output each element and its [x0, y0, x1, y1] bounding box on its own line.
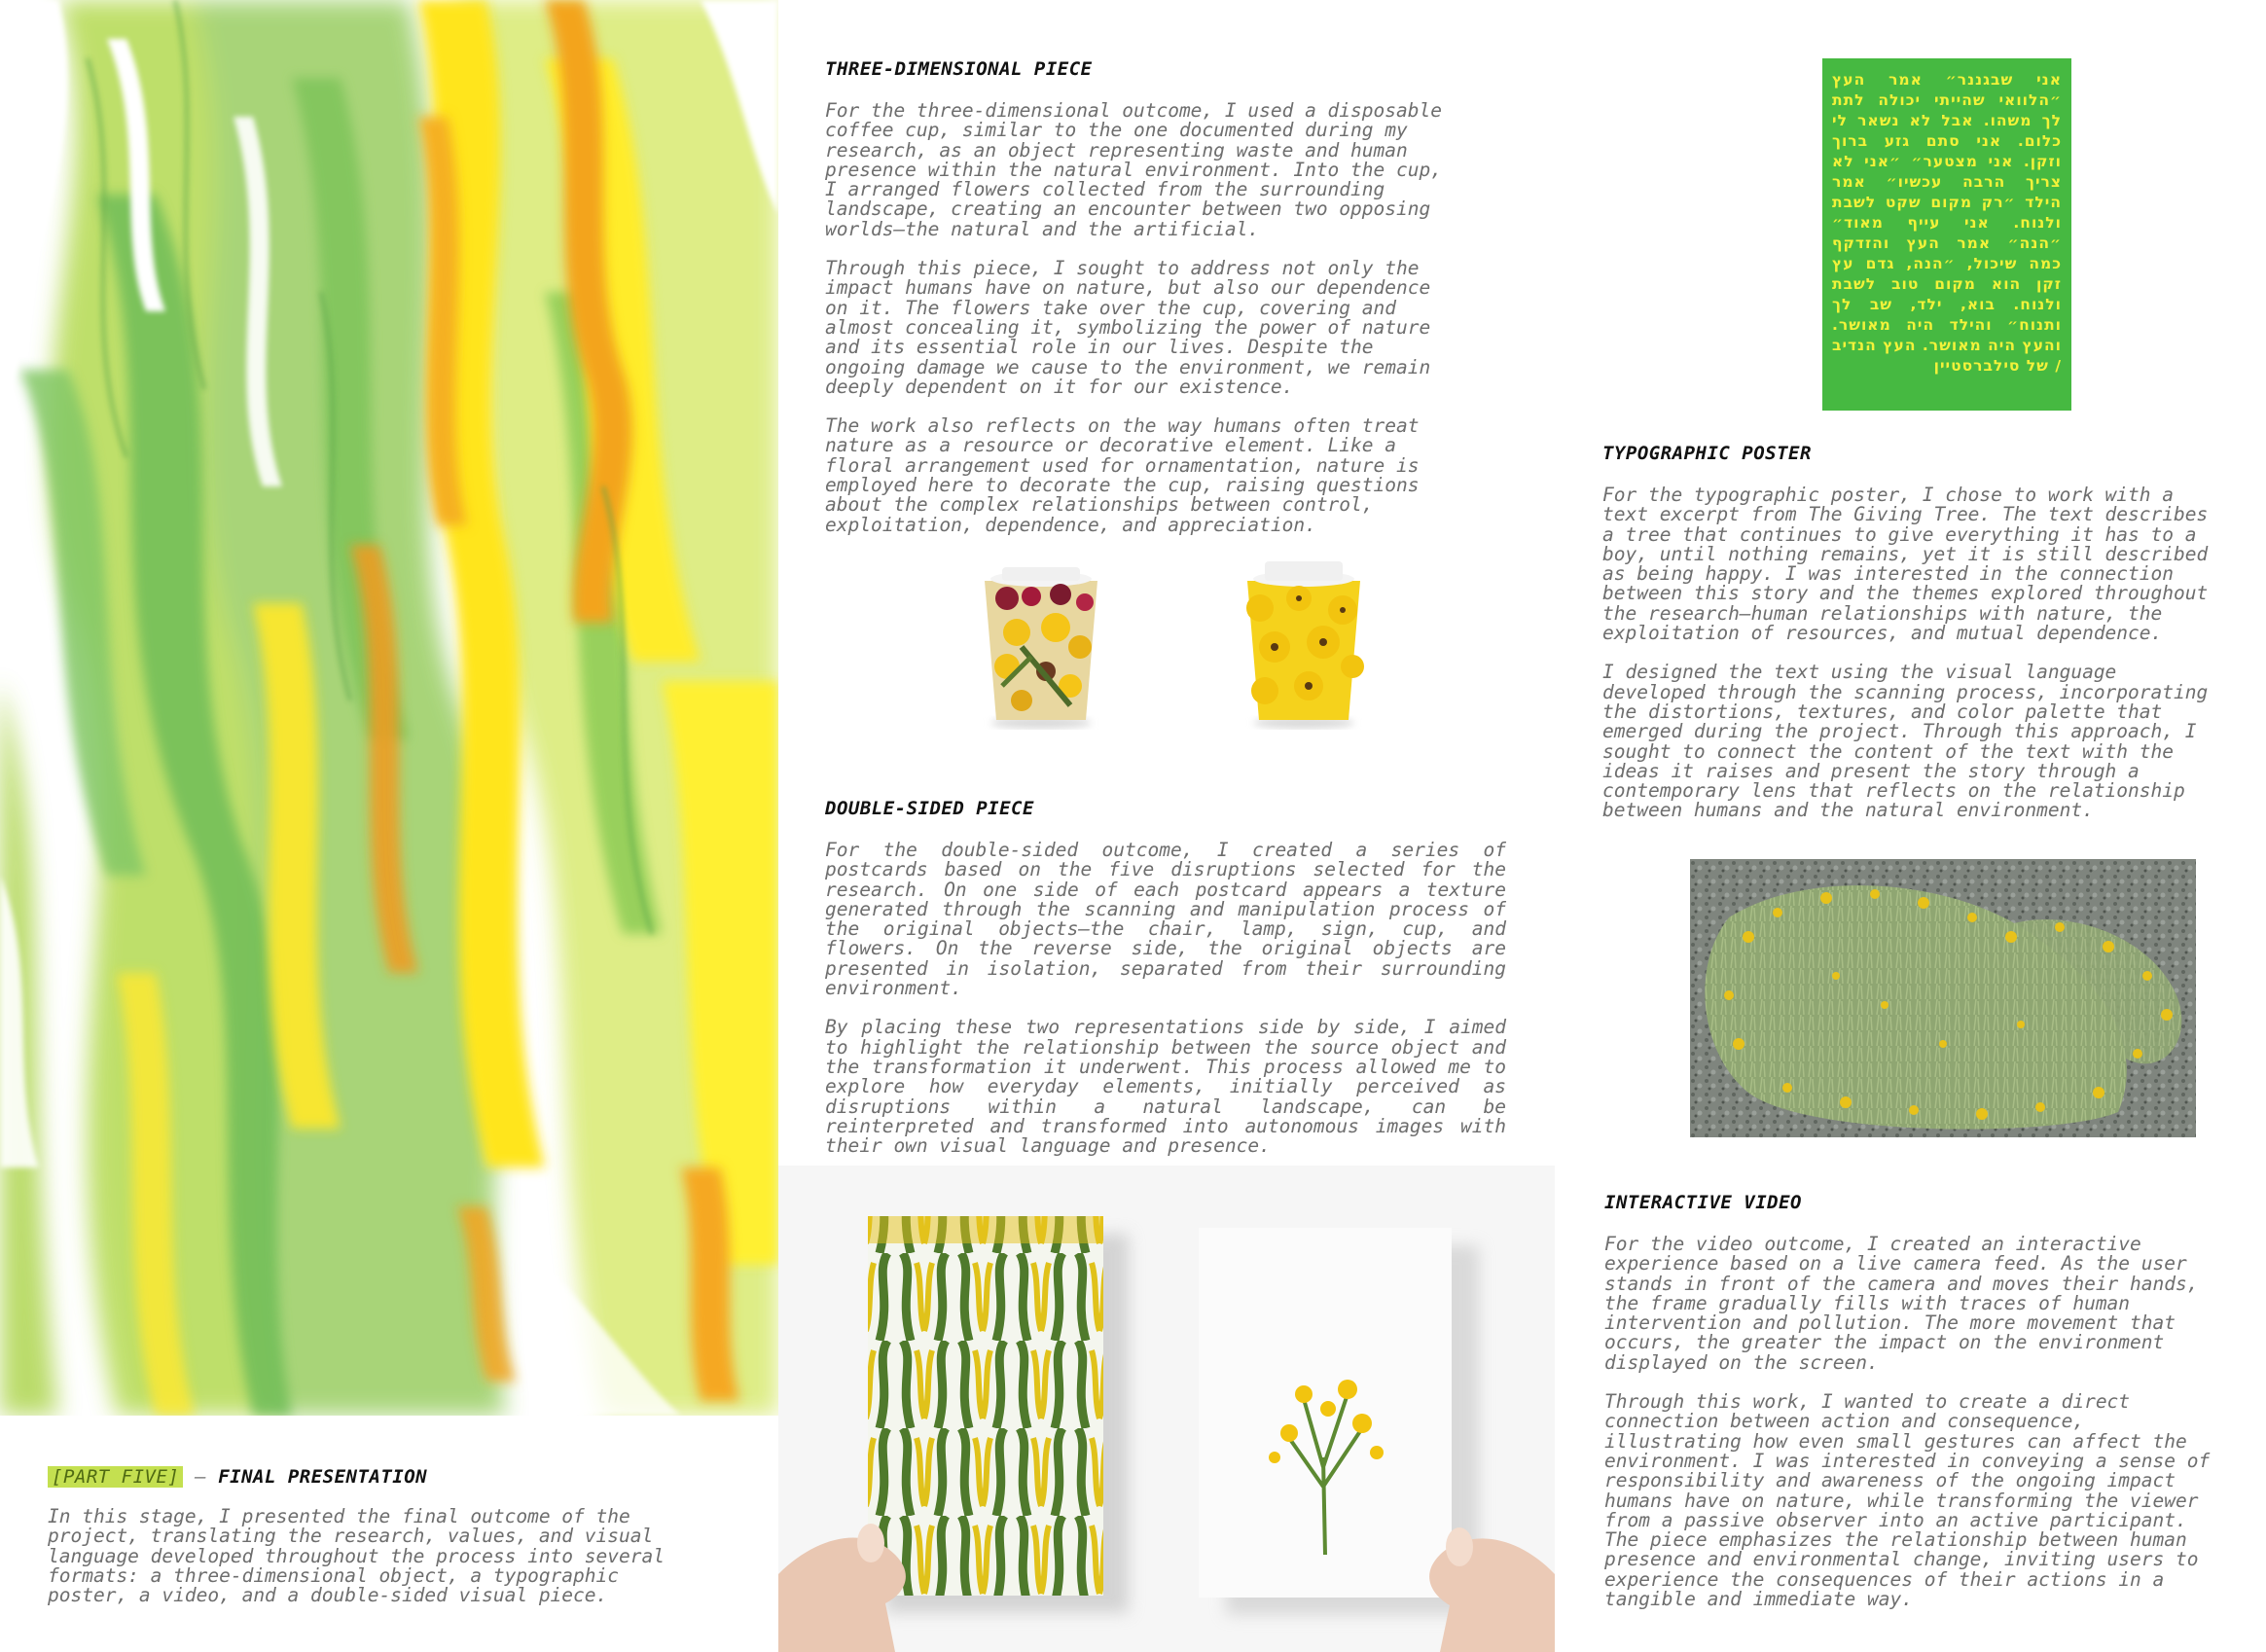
three-dimensional-paragraph-1: For the three-dimensional outcome, I used a disposable coffee cup, similar to the one documented during my research, as an object representing waste and human presence within the natural environment. Into the cup, I arranged flowers collected from the surrounding landscape, creating an encounter between two opposing worlds—the natural and the artificial.: [825, 99, 1442, 240]
poster-hebrew-text: אני שבגננר״ אמר העץ ״הלוואי שהייתי יכולה לתת לך משהו. אבל לא נשאר לי כלום. אני סתם גזע ברוך וזקן. אני מצטער״ ״אני לא צריך הרבה עכשיו״ אמר הילד ״רק מקום שקט לשבת ולנוח. אני עייף מאוד״ ״הנה״ אמר העץ והזדקף כמה שיכול, ״הנה, גדם עץ זקן הוא מקום טוב לשבת ולנוח. בוא, ילד, שב לך ותנוח״ והילד היה מאושר. והעץ היה מאושר. העץ הנדיב / של סילברסטיין: [1832, 71, 2062, 375]
three-dimensional-section: [825, 58, 1506, 555]
part-five-body: In this stage, I presented the final outcome of the project, translating the research, values, and visual language developed throughout the process into several formats: a three-dimensional object, a typographic poster, a video, and a double-sided visual piece.: [48, 1505, 665, 1607]
double-sided-section: [825, 798, 1506, 1175]
part-title: FINAL PRESENTATION: [218, 1466, 428, 1488]
flower-cups-image: [963, 559, 1391, 730]
part-tag: [PART FIVE]: [48, 1466, 183, 1488]
typographic-paragraph-2: I designed the text using the visual language developed through the scanning process, incorporating the distortions, textures, and color palette that emerged during the project. Through this approach, I sought to connect the content of the text with the ideas it raises and present the story through a contemporary lens that reflects on the relationship between humans and the natural environment.: [1602, 661, 2209, 822]
abstract-flower-scan-image: [0, 0, 778, 1416]
typographic-poster-image: [1822, 58, 2071, 411]
interactive-video-paragraph-1: For the video outcome, I created an interactive experience based on a live camera feed. As the user stands in front of the camera and moves their hands, the frame gradually fills with traces of human intervention and pollution. The more movement that occurs, the greater the impact on the environment displayed on the screen.: [1604, 1233, 2199, 1374]
typographic-heading: TYPOGRAPHIC POSTER: [1602, 443, 1812, 464]
double-sided-paragraph-1: For the double-sided outcome, I created a series of postcards based on the five disruptions selected for the research. On one side of each postcard appears a texture generated through the scanning and manipulation process of the original objects—the chair, lamp, sign, cup, and flowers. On the reverse side, the original objects are presented in isolation, separated from their surrounding environment.: [825, 839, 1506, 1000]
three-dimensional-paragraph-3: The work also reflects on the way humans often treat nature as a resource or decorative element. Like a floral arrangement used for ornamentation, nature is employed here to decorate the cup, raising questions about the complex relationships between control, exploitation, dependence, and appreciation.: [825, 414, 1420, 536]
part-separator: –: [195, 1466, 207, 1488]
part-five-header: [48, 1466, 768, 1488]
interactive-video-paragraph-2: Through this work, I wanted to create a direct connection between action and consequence, illustrating how even small gestures can affect the environment. I was interested in conveying a sense of responsibility and awareness of the ongoing impact humans have on nature, while transforming the viewer from a passive observer into an active participant. The piece emphasizes the relationship between human presence and environmental change, inviting users to experience the consequences of their actions in a tangible and immediate way.: [1604, 1390, 2211, 1611]
flower-field-photo: [1690, 859, 2196, 1137]
double-sided-heading: DOUBLE-SIDED PIECE: [825, 798, 1034, 819]
double-sided-paragraph-2: By placing these two representations side by side, I aimed to highlight the relationship between the source object and the transformation it underwent. This process allowed me to explore how everyday elements, initially perceived as disruptions within a natural landscape, can be reinterpreted and transformed into autonomous images with their own visual language and presence.: [825, 1016, 1506, 1158]
interactive-video-section: [1604, 1192, 2266, 1629]
three-dimensional-paragraph-2: Through this piece, I sought to address not only the impact humans have on nature, but also our dependence on it. The flowers take over the cup, covering and almost concealing it, symbolizing the power of nature and its essential role in our lives. Despite the ongoing damage we cause to the environment, we remain deeply dependent on it for our existence.: [825, 257, 1431, 398]
typographic-section: [1602, 443, 2264, 841]
interactive-video-heading: INTERACTIVE VIDEO: [1604, 1192, 1802, 1213]
three-dimensional-heading: THREE-DIMENSIONAL PIECE: [825, 58, 1093, 80]
part-five-section: [48, 1466, 768, 1605]
typographic-paragraph-1: For the typographic poster, I chose to work with a text excerpt from The Giving Tree. The text describes a tree that continues to give everything it has to a boy, until nothing remains, yet it is still described as being happy. I was interested in the connection between this story and the themes explored throughout the research—human relationships with nature, the exploitation of resources, and mutual dependence.: [1602, 484, 2209, 645]
postcards-photo: [778, 1166, 1555, 1652]
